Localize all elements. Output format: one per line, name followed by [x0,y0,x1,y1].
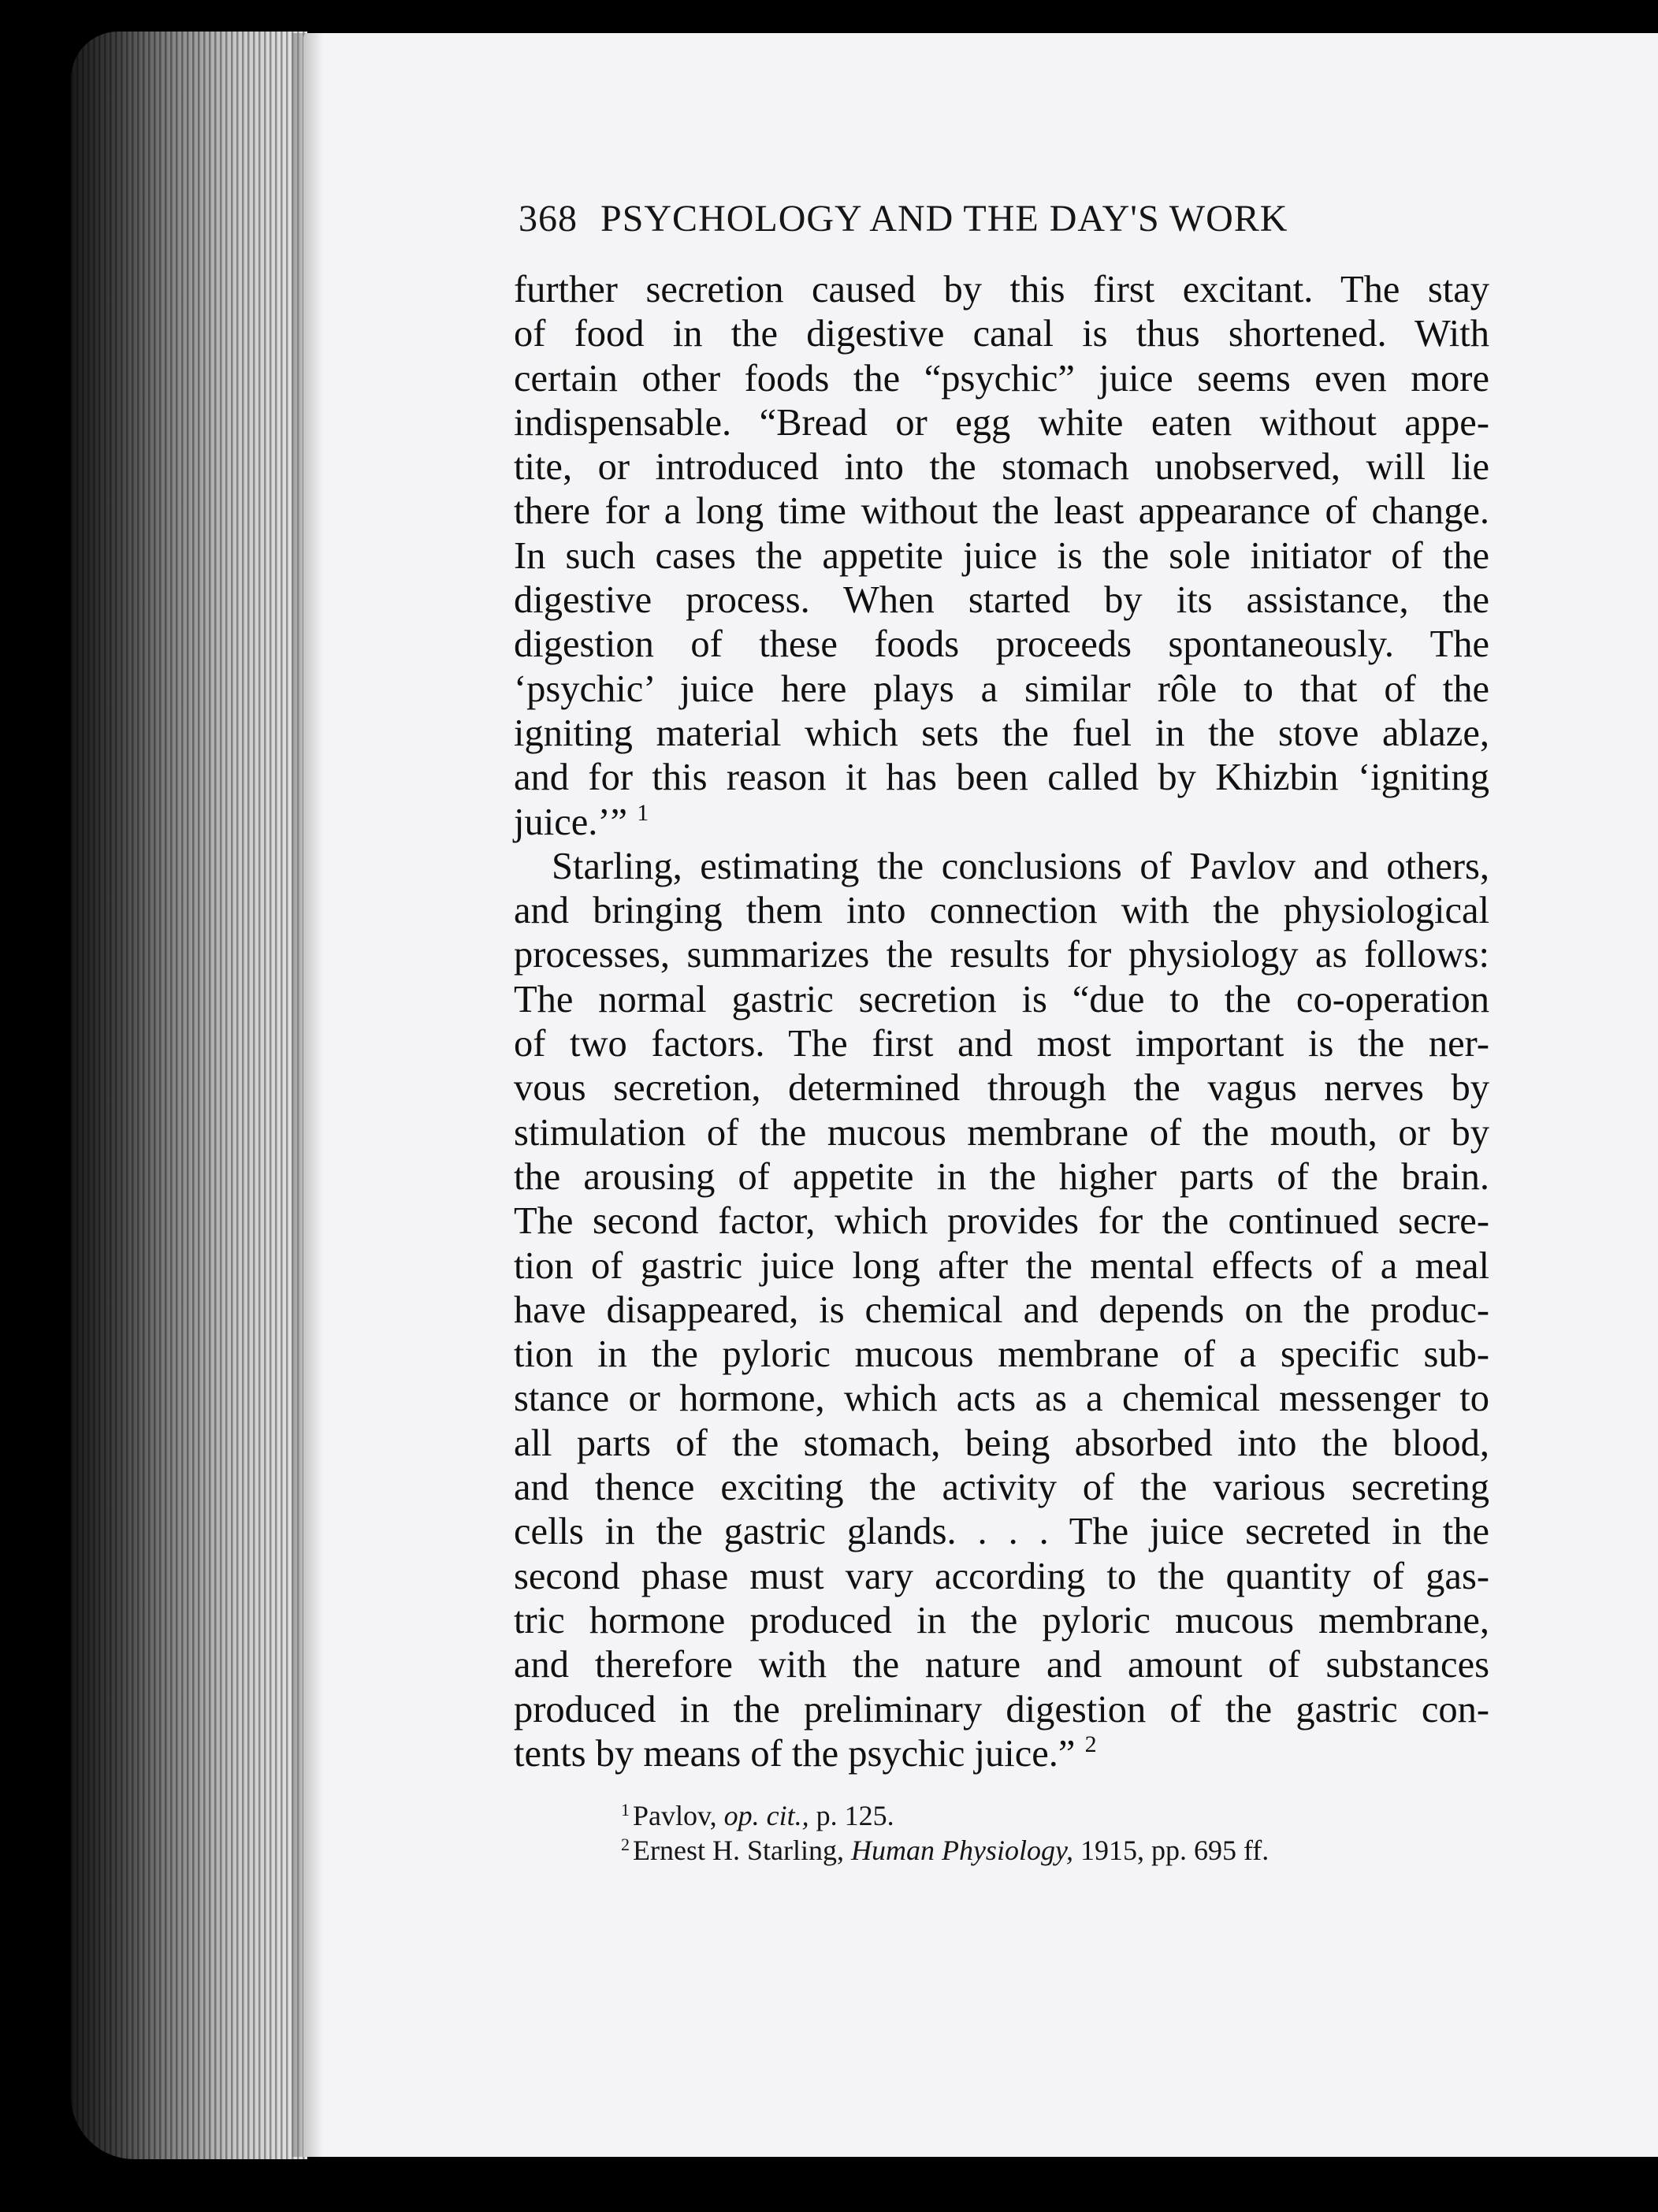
footnote-title: Human Physiology, [850,1835,1073,1866]
footnote-marker: 1 [621,1800,630,1820]
paragraph-2 [514,845,1489,1776]
text-line: stimulation of the mucous membrane of the mouth, or by [514,1111,1489,1154]
text-line: In such cases the appetite juice is the sole initiator of the [514,534,1489,577]
text-line: and thence exciting the activity of the various secreting [514,1467,1489,1509]
text-line: vous secretion, determined through the vagus nerves by [514,1067,1489,1110]
footnote-reference: 1 [637,799,649,826]
gutter-shadow [292,33,323,2157]
text-line: second phase must vary according to the quantity of gas- [514,1555,1489,1597]
text-line: Starling, estimating the conclusions of Pavlov and others, [552,845,1489,887]
text-line: tion in the pyloric mucous membrane of a specific sub- [514,1333,1489,1376]
page-number: 368 [519,198,578,240]
text-line: tents by means of the psychic juice.” $^2$ [514,1731,1097,1775]
text-line: processes, summarizes the results for physiology as follows: [514,934,1489,976]
footnotes [621,1798,1488,1868]
body-text [514,268,1489,1776]
text-line: igniting material which sets the fuel in the stove ablaze, [514,712,1489,754]
text-line: certain other foods the “psychic” juice seems even more [514,357,1489,400]
footnote-marker: 2 [621,1835,630,1854]
text-line: and for this reason it has been called by Khizbin ‘igniting [514,757,1489,799]
text-line: The normal gastric secretion is “due to the co-operation [514,978,1489,1020]
text-line: The second factor, which provides for the continued secre- [514,1200,1489,1243]
text-line: there for a long time without the least appearance of change. [514,490,1489,533]
footnote-author: Pavlov, [633,1800,717,1831]
text-line: digestion of these foods proceeds spontaneously. The [514,623,1489,666]
text-line: stance or hormone, which acts as a chemical messenger to [514,1377,1489,1420]
text-line: have disappeared, is chemical and depends on the produc- [514,1288,1489,1331]
footnote-detail: 1915, pp. 695 ff. [1080,1835,1270,1866]
book-page-edge [71,32,307,2159]
text-line: of food in the digestive canal is thus shortened. With [514,313,1489,355]
text-line: indispensable. “Bread or egg white eaten without appe- [514,401,1489,444]
text-line: the arousing of appetite in the higher parts of the brain. [514,1155,1489,1198]
text-line: juice.’” $^1$ [514,799,649,843]
footnote-author: Ernest H. Starling, [633,1835,844,1866]
paragraph-1 [514,268,1489,845]
text-line: of two factors. The first and most important is the ner- [514,1023,1489,1065]
text-line: cells in the gastric glands. . . . The juice secreted in the [514,1511,1489,1553]
text-line: further secretion caused by this first excitant. The stay [514,269,1489,310]
text-line: and bringing them into connection with the physiological [514,890,1489,932]
text-line: tite, or introduced into the stomach unobserved, will lie [514,446,1489,489]
footnote [621,1833,1488,1868]
running-head-title: PSYCHOLOGY AND THE DAY'S WORK [600,198,1288,240]
text-line: and therefore with the nature and amount of substances [514,1644,1489,1686]
text-line: all parts of the stomach, being absorbed into the blood, [514,1422,1489,1464]
footnote-title: op. cit., [723,1800,809,1831]
text-line: tric hormone produced in the pyloric mucous membrane, [514,1599,1489,1641]
footnote [621,1798,1488,1833]
text-line: produced in the preliminary digestion of the gastric con- [514,1688,1489,1731]
footnote-detail: p. 125. [816,1800,894,1831]
running-head [519,197,1511,240]
footnote-reference: 2 [1084,1731,1097,1757]
text-line: ‘psychic’ juice here plays a similar rôle to that of the [514,667,1489,710]
text-line: digestive process. When started by its assistance, the [514,579,1489,622]
text-line: tion of gastric juice long after the mental effects of a meal [514,1244,1489,1287]
